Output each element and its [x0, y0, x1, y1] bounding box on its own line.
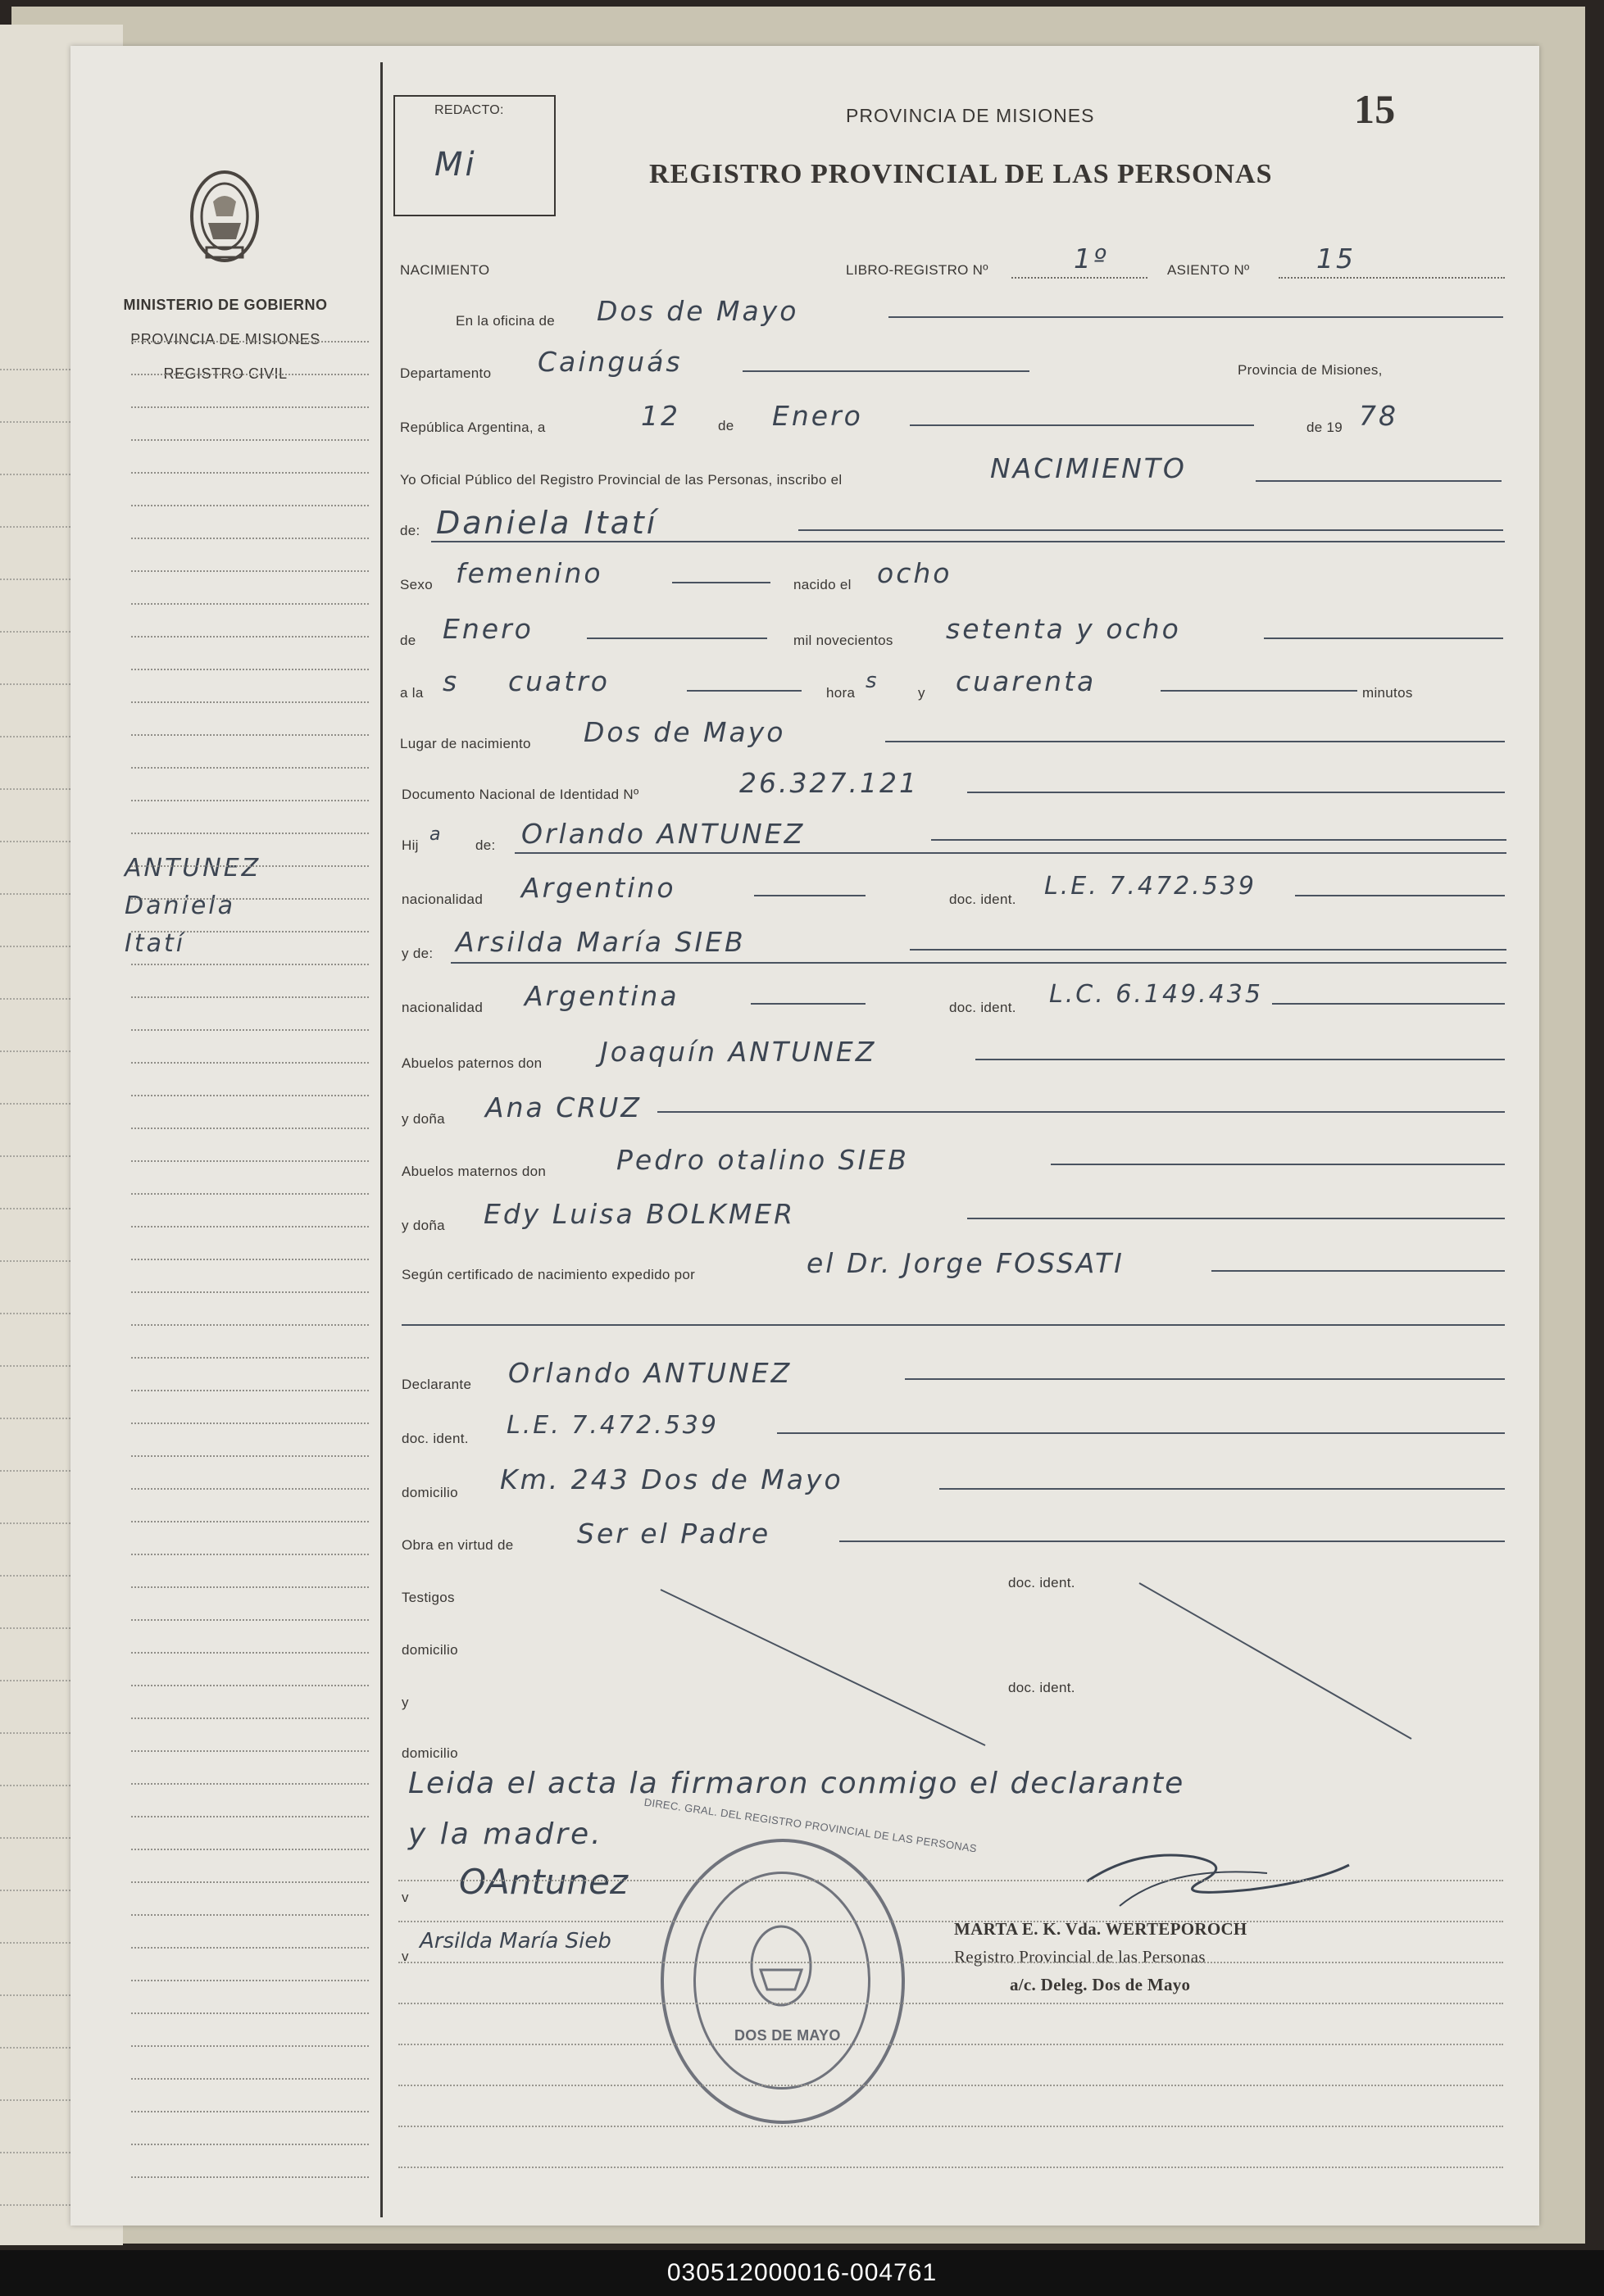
- margin-ruled-line: [131, 964, 369, 965]
- margin-ruled-line: [131, 1062, 369, 1064]
- mes-nac-value: Enero: [443, 613, 534, 645]
- margin-ruled-line: [131, 1881, 369, 1883]
- nombre-label: de:: [400, 523, 420, 538]
- certificado-label: Según certificado de nacimiento expedido por: [402, 1267, 696, 1282]
- margin-ruled-line: [131, 1619, 369, 1621]
- ministry-registry: REGISTRO CIVIL: [163, 365, 288, 382]
- testigos-label: Testigos: [402, 1590, 455, 1605]
- margin-ruled-line: [131, 1357, 369, 1359]
- margin-ruled-line: [131, 1423, 369, 1424]
- margin-ruled-line: [131, 1390, 369, 1391]
- abuela-pat-label: y doña: [402, 1111, 445, 1127]
- official-signature: [1070, 1832, 1365, 1914]
- testigo1-doc-label: doc. ident.: [1008, 1575, 1075, 1590]
- margin-ruled-line: [131, 1455, 369, 1457]
- closing-line-1: Leida el acta la firmaron conmigo el declarante: [408, 1767, 1185, 1800]
- margin-ruled-line: [131, 2078, 369, 2080]
- padre-doc-value: L.E. 7.472.539: [1044, 872, 1256, 901]
- margin-ruled-line: [131, 1849, 369, 1850]
- margin-ruled-line: [131, 800, 369, 801]
- abuelo-mat-value: Pedro otalino SIEB: [616, 1144, 909, 1176]
- horas-suffix: s: [866, 669, 879, 693]
- margin-ruled-line: [131, 833, 369, 834]
- margin-ruled-line: [131, 636, 369, 638]
- abuela-mat-value: Edy Luisa BOLKMER: [484, 1198, 796, 1230]
- hijo-de-label: de:: [475, 837, 496, 853]
- padre-nac-value: Argentino: [521, 872, 676, 904]
- margin-ruled-line: [131, 1291, 369, 1293]
- scan-id-footer: 030512000016-004761: [0, 2250, 1604, 2296]
- obra-label: Obra en virtud de: [402, 1537, 514, 1553]
- abuelo-pat-value: Joaquín ANTUNEZ: [600, 1036, 877, 1068]
- margin-surname: ANTUNEZ: [125, 854, 261, 883]
- republica-label: República Argentina, a: [400, 420, 546, 435]
- margin-ruled-line: [131, 1554, 369, 1555]
- registry-seal: [643, 1795, 978, 2124]
- margin-ruled-line: [131, 1128, 369, 1129]
- official-title: Registro Provincial de las Personas: [954, 1947, 1206, 1967]
- margin-ruled-line: [131, 1160, 369, 1162]
- oficina-label: En la oficina de: [456, 313, 556, 329]
- margin-ruled-line: [131, 1914, 369, 1916]
- margin-ruled-line: [131, 1259, 369, 1260]
- margin-ruled-line: [131, 865, 369, 867]
- testigo2-dom-label: domicilio: [402, 1745, 458, 1761]
- departamento-value: Cainguás: [538, 346, 683, 378]
- nacido-value: ocho: [877, 557, 952, 589]
- testigo1-dom-label: domicilio: [402, 1642, 458, 1658]
- margin-ruled-line: [131, 603, 369, 605]
- padre-doc-label: doc. ident.: [949, 892, 1016, 907]
- libro-label: LIBRO-REGISTRO Nº: [846, 262, 988, 278]
- anio-value: 78: [1359, 400, 1398, 432]
- margin-ruled-line: [131, 1947, 369, 1949]
- ministry-name: MINISTERIO DE GOBIERNO: [123, 297, 328, 313]
- page-number: 15: [1354, 86, 1396, 132]
- de-label: de: [718, 418, 734, 433]
- padre-nac-label: nacionalidad: [402, 892, 484, 907]
- margin-ruled-line: [131, 472, 369, 474]
- margin-ruled-line: [131, 2144, 369, 2145]
- margin-ruled-line: [131, 1750, 369, 1752]
- madre-value: Arsilda María SIEB: [456, 926, 746, 958]
- hijo-label: Hij: [402, 837, 419, 853]
- margin-ruled-line: [131, 1652, 369, 1654]
- margin-ruled-line: [131, 1783, 369, 1785]
- seal-inner-text: DOS DE MAYO: [734, 2027, 841, 2044]
- abuelos-pat-label: Abuelos paternos don: [402, 1055, 543, 1071]
- madre-nac-value: Argentina: [525, 980, 679, 1012]
- declarante-doc-label: doc. ident.: [402, 1431, 469, 1446]
- official-delegation: a/c. Deleg. Dos de Mayo: [1010, 1975, 1191, 1994]
- madre-doc-value: L.C. 6.149.435: [1049, 980, 1263, 1009]
- margin-ruled-line: [131, 1717, 369, 1719]
- margin-first-name: Daniela: [125, 892, 236, 920]
- register-sheet: [70, 46, 1539, 2226]
- signature-mother: Arsilda María Sieb: [420, 1929, 611, 1953]
- body-ruled-line: [398, 2044, 1503, 2045]
- obra-value: Ser el Padre: [577, 1518, 771, 1550]
- declarante-doc-value: L.E. 7.472.539: [507, 1411, 719, 1440]
- margin-ruled-line: [131, 1980, 369, 1981]
- redacto-label: REDACTO:: [434, 103, 504, 117]
- margin-ruled-line: [131, 374, 369, 375]
- closing-line-2: y la madre.: [408, 1817, 603, 1851]
- provincia-label: Provincia de Misiones,: [1238, 362, 1383, 378]
- lugar-label: Lugar de nacimiento: [400, 736, 531, 751]
- margin-ruled-line: [131, 2012, 369, 2014]
- anio-nac-value: setenta y ocho: [946, 613, 1181, 645]
- margin-ruled-line: [131, 1029, 369, 1031]
- inscribo-value: NACIMIENTO: [990, 452, 1187, 484]
- margin-ruled-line: [131, 538, 369, 539]
- body-ruled-line: [398, 1921, 1503, 1922]
- certificado-value: el Dr. Jorge FOSSATI: [807, 1247, 1125, 1279]
- body-ruled-line: [398, 2126, 1503, 2127]
- margin-ruled-line: [131, 767, 369, 769]
- margin-ruled-line: [131, 1685, 369, 1686]
- y-label: y: [918, 685, 925, 701]
- margin-ruled-line: [131, 439, 369, 441]
- madre-label: y de:: [402, 946, 434, 961]
- sexo-label: Sexo: [400, 577, 433, 592]
- ala-label: a la: [400, 685, 424, 701]
- dia-value: 12: [641, 400, 680, 432]
- margin-ruled-line: [131, 734, 369, 736]
- declarante-dom-value: Km. 243 Dos de Mayo: [500, 1463, 843, 1495]
- nacido-label: nacido el: [793, 577, 852, 592]
- seal-emblem-icon: [744, 1921, 818, 2011]
- margin-ruled-line: [131, 898, 369, 900]
- asiento-label: ASIENTO Nº: [1167, 262, 1250, 278]
- declarante-value: Orlando ANTUNEZ: [508, 1357, 793, 1389]
- margin-ruled-line: [131, 2176, 369, 2178]
- margin-ruled-line: [131, 570, 369, 572]
- signature-marker-2: v: [402, 1949, 409, 1964]
- body-ruled-line: [398, 1880, 1503, 1881]
- abuela-mat-label: y doña: [402, 1218, 445, 1233]
- padre-value: Orlando ANTUNEZ: [521, 818, 806, 850]
- seal-outer-text: DIREC. GRAL. DEL REGISTRO PROVINCIAL DE LAS PERSONAS: [643, 1795, 978, 1855]
- signature-father: OAntunez: [459, 1862, 629, 1902]
- declarante-dom-label: domicilio: [402, 1485, 458, 1500]
- redacto-initials: Mi: [434, 146, 477, 184]
- hijo-suffix: a: [429, 824, 443, 845]
- province-heading: PROVINCIA DE MISIONES: [846, 105, 1095, 126]
- abuelos-mat-label: Abuelos maternos don: [402, 1164, 547, 1179]
- margin-ruled-line: [131, 406, 369, 408]
- margin-ruled-line: [131, 701, 369, 703]
- nacimiento-label: NACIMIENTO: [400, 262, 490, 278]
- margin-ruled-line: [131, 505, 369, 506]
- margin-ruled-line: [131, 2111, 369, 2112]
- margin-second-name: Itatí: [125, 929, 186, 958]
- margin-ruled-line: [131, 1324, 369, 1326]
- margin-ruled-line: [131, 1226, 369, 1227]
- madre-nac-label: nacionalidad: [402, 1000, 484, 1015]
- signature-marker-1: v: [402, 1890, 409, 1905]
- hora-value: cuatro: [508, 665, 610, 697]
- sexo-value: femenino: [456, 557, 603, 589]
- libro-value: 1º: [1074, 243, 1109, 275]
- ala-suffix: s: [443, 665, 460, 697]
- oficial-text: Yo Oficial Público del Registro Provincial de las Personas, inscribo el: [400, 472, 843, 488]
- nombre-value: Daniela Itatí: [436, 505, 658, 541]
- testigo2-y-label: y: [402, 1695, 409, 1710]
- minutos-value: cuarenta: [956, 665, 1097, 697]
- official-name: MARTA E. K. Vda. WERTEPOROCH: [954, 1919, 1247, 1939]
- margin-ruled-line: [131, 1816, 369, 1817]
- registry-title: REGISTRO PROVINCIAL DE LAS PERSONAS: [649, 159, 1273, 189]
- body-ruled-line: [398, 2003, 1503, 2004]
- dni-label: Documento Nacional de Identidad Nº: [402, 787, 639, 802]
- minutos-label: minutos: [1362, 685, 1413, 701]
- body-ruled-line: [398, 2167, 1503, 2168]
- margin-ruled-line: [131, 996, 369, 998]
- ministry-province: PROVINCIA DE MISIONES: [130, 331, 320, 347]
- margin-ruled-line: [131, 1521, 369, 1522]
- margin-ruled-line: [131, 931, 369, 932]
- horas-label: hora: [826, 685, 856, 701]
- body-ruled-line: [398, 1962, 1503, 1963]
- declarante-label: Declarante: [402, 1377, 472, 1392]
- dni-value: 26.327.121: [739, 767, 919, 799]
- madre-doc-label: doc. ident.: [949, 1000, 1016, 1015]
- mes-nac-label: de: [400, 633, 416, 648]
- lugar-value: Dos de Mayo: [584, 716, 786, 748]
- testigo2-doc-label: doc. ident.: [1008, 1680, 1075, 1695]
- oficina-value: Dos de Mayo: [597, 295, 799, 327]
- departamento-label: Departamento: [400, 365, 492, 381]
- body-ruled-line: [398, 2085, 1503, 2086]
- anio-label: de 19: [1306, 420, 1343, 435]
- margin-ruled-line: [131, 1586, 369, 1588]
- abuela-pat-value: Ana CRUZ: [485, 1091, 642, 1123]
- margin-ruled-line: [131, 341, 369, 343]
- margin-ruled-line: [131, 669, 369, 670]
- margin-ruled-line: [131, 1095, 369, 1096]
- mes-value: Enero: [772, 400, 863, 432]
- asiento-value: 15: [1316, 243, 1356, 275]
- margin-ruled-line: [131, 2045, 369, 2047]
- mil-label: mil novecientos: [793, 633, 893, 648]
- margin-ruled-line: [131, 1488, 369, 1490]
- margin-ruled-line: [131, 1193, 369, 1195]
